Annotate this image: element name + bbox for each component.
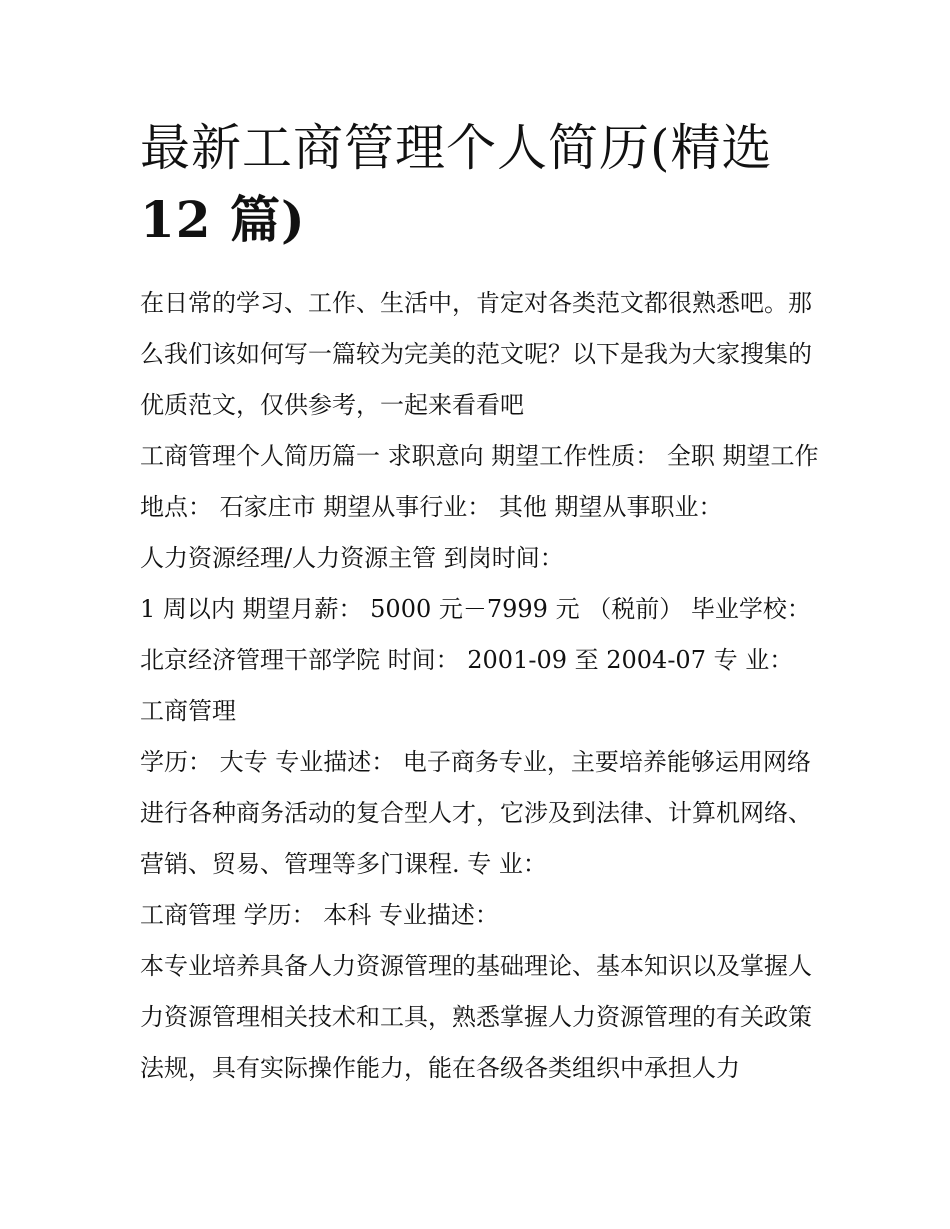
title-line-1: 最新工商管理个人简历(精选	[140, 119, 773, 177]
document-body	[140, 278, 820, 1094]
paragraph-intro: 在日常的学习、工作、生活中，肯定对各类范文都很熟悉吧。那么我们该如何写一篇较为完美的范文呢？以下是我为大家搜集的优质范文，仅供参考，一起来看看吧	[140, 289, 812, 419]
paragraph-job-intent: 工商管理个人简历篇一 求职意向 期望工作性质： 全职 期望工作地点： 石家庄市 期望从事行业： 其他 期望从事职业：	[140, 442, 819, 521]
paragraph-salary-school: 1 周以内 期望月薪： 5000 元－7999 元 （税前） 毕业学校：北京经济管理干部学院 时间： 2001-09 至 2004-07 专 业： 工商管理	[140, 595, 811, 725]
paragraph-degree-bachelor: 工商管理 学历： 本科 专业描述：	[140, 901, 499, 929]
paragraph-degree-college: 学历： 大专 专业描述： 电子商务专业，主要培养能够运用网络进行各种商务活动的复合型人才，它涉及到法律、计算机网络、营销、贸易、管理等多门课程. 专 业：	[140, 748, 812, 878]
title-line-2: 12 篇)	[140, 190, 306, 249]
document-title	[140, 112, 820, 256]
paragraph-job-title: 人力资源经理/人力资源主管 到岗时间：	[140, 544, 564, 572]
paragraph-major-description: 本专业培养具备人力资源管理的基础理论、基本知识以及掌握人力资源管理相关技术和工具，熟悉掌握人力资源管理的有关政策法规，具有实际操作能力，能在各级各类组织中承担人力	[140, 952, 812, 1082]
document-page	[140, 112, 820, 1094]
